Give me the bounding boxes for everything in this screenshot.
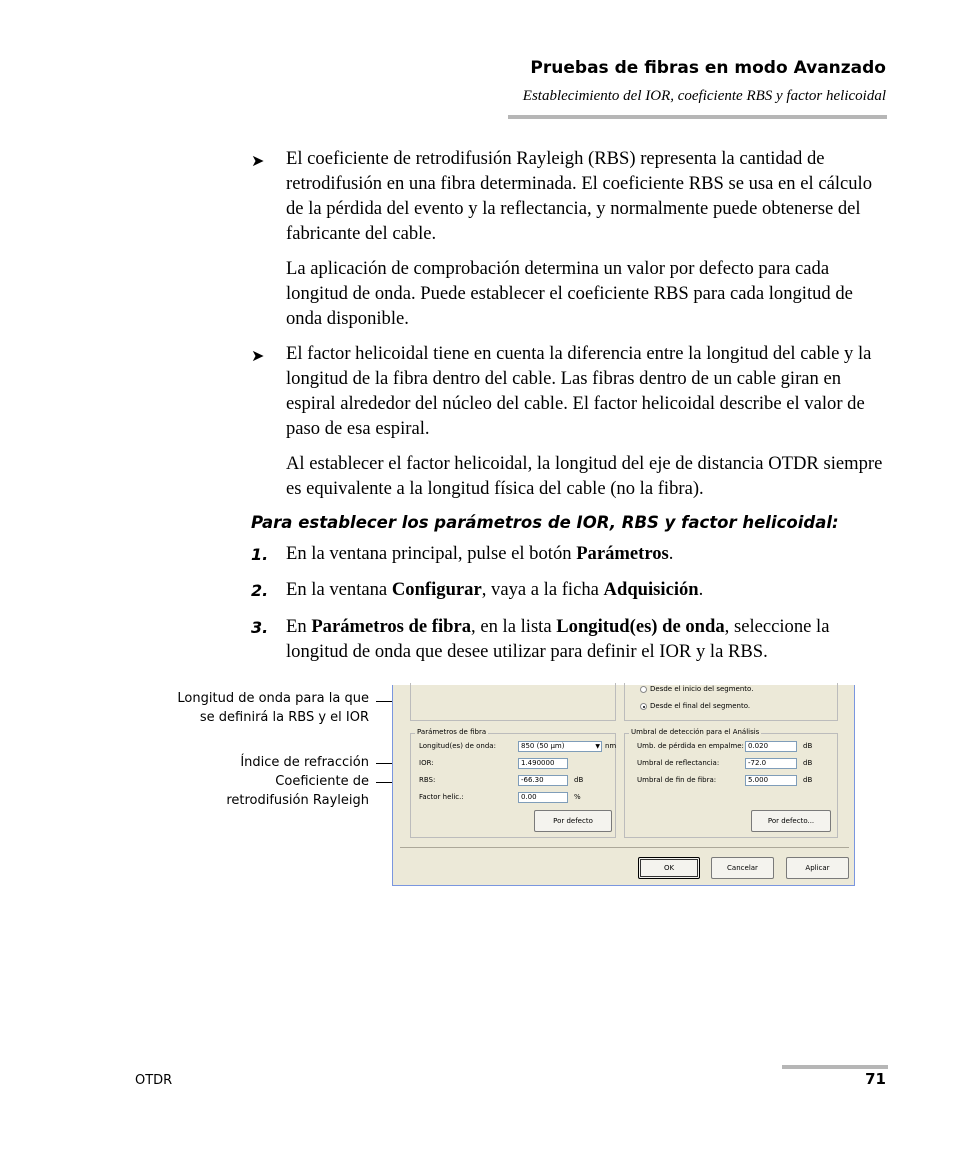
paragraph-helix-definition: El factor helicoidal tiene en cuenta la diferencia entre la longitud del cable y la longitud de la fibra dentro del cable. Las fibras dentro de un cable giran en espiral alrededor del núcleo del cable. El factor helicoidal describe el valor de paso de esa espiral.	[286, 343, 872, 439]
reflectance-label: Umbral de reflectancia:	[637, 759, 720, 767]
paragraph-rbs-default: La aplicación de comprobación determina un valor por defecto para cada longitud de onda. Puede establecer el coeficiente RBS para cada longitud de onda disponible.	[286, 258, 853, 329]
footer-rule	[782, 1065, 888, 1069]
callout-wavelength: Longitud de onda para la que se definirá la RBS y el IOR	[177, 691, 369, 725]
helix-field[interactable]: 0.00	[518, 792, 568, 803]
chevron-down-icon: ▼	[595, 743, 600, 750]
upper-left-group	[410, 683, 616, 721]
upper-right-group	[624, 683, 838, 721]
fiber-parameters-group	[410, 728, 617, 838]
eof-unit: dB	[803, 776, 813, 784]
radio-end-segment[interactable]	[640, 703, 647, 710]
rbs-field[interactable]: -66.30	[518, 775, 568, 786]
radio-end-label: Desde el final del segmento.	[650, 702, 751, 710]
procedure-title: Para establecer los parámetros de IOR, RBS y factor helicoidal:	[251, 513, 839, 532]
threshold-group	[624, 728, 838, 838]
running-header-title: Pruebas de fibras en modo Avanzado	[530, 58, 886, 78]
splice-label: Umb. de pérdida en empalme:	[637, 742, 744, 750]
threshold-title: Umbral de detección para el Análisis	[631, 728, 760, 736]
configure-dialog	[392, 685, 855, 886]
step-2-text: En la ventana Configurar, vaya a la ficha Adquisición.	[286, 579, 704, 600]
helix-unit: %	[574, 793, 581, 801]
paragraph-rbs-definition: El coeficiente de retrodifusión Rayleigh (RBS) representa la cantidad de retrodifusión en una fibra determinada. El coeficiente RBS se usa en el cálculo de la pérdida del evento y la reflectancia, y normalmente puede obtenerse del fabricante del cable.	[286, 148, 873, 244]
cancel-button[interactable]: Cancelar	[711, 857, 774, 879]
step-1-text: En la ventana principal, pulse el botón Parámetros.	[286, 543, 674, 564]
header-rule	[508, 115, 887, 119]
radio-start-segment[interactable]	[640, 686, 647, 693]
wavelength-select[interactable]: 850 (50 µm) ▼	[518, 741, 602, 752]
splice-field[interactable]: 0.020	[745, 741, 797, 752]
fiber-parameters-title: Parámetros de fibra	[417, 728, 487, 736]
splice-unit: dB	[803, 742, 813, 750]
step-number: 1.	[251, 545, 269, 564]
eof-label: Umbral de fin de fibra:	[637, 776, 717, 784]
step-3-text: En Parámetros de fibra, en la lista Longitud(es) de onda, seleccione la longitud de onda que desee utilizar para definir el IOR y la RBS.	[286, 616, 830, 662]
threshold-default-button[interactable]: Por defecto...	[751, 810, 831, 832]
callout-rbs: Coeficiente de retrodifusión Rayleigh	[226, 774, 369, 808]
ior-label: IOR:	[419, 759, 434, 767]
running-header-subtitle: Establecimiento del IOR, coeficiente RBS y factor helicoidal	[522, 88, 886, 104]
apply-button[interactable]: Aplicar	[786, 857, 849, 879]
bullet-arrow-icon: ➤	[251, 153, 265, 170]
wavelength-unit: nm	[605, 742, 617, 750]
fiber-default-button[interactable]: Por defecto	[534, 810, 612, 832]
reflectance-unit: dB	[803, 759, 813, 767]
step-number: 2.	[251, 581, 269, 600]
footer-product: OTDR	[135, 1073, 173, 1088]
wavelength-label: Longitud(es) de onda:	[419, 742, 496, 750]
page-number: 71	[865, 1070, 886, 1088]
callout-ior: Índice de refracción	[240, 755, 369, 770]
bullet-arrow-icon: ➤	[251, 348, 265, 365]
eof-field[interactable]: 5.000	[745, 775, 797, 786]
ior-field[interactable]: 1.490000	[518, 758, 568, 769]
step-number: 3.	[251, 618, 269, 637]
paragraph-helix-effect: Al establecer el factor helicoidal, la longitud del eje de distancia OTDR siempre es equivalente a la longitud física del cable (no la fibra).	[286, 453, 883, 499]
rbs-unit: dB	[574, 776, 584, 784]
reflectance-field[interactable]: -72.0	[745, 758, 797, 769]
helix-label: Factor helic.:	[419, 793, 464, 801]
rbs-label: RBS:	[419, 776, 436, 784]
ok-button[interactable]: OK	[638, 857, 700, 879]
radio-start-label: Desde el inicio del segmento.	[650, 685, 754, 693]
dialog-separator	[400, 847, 849, 848]
